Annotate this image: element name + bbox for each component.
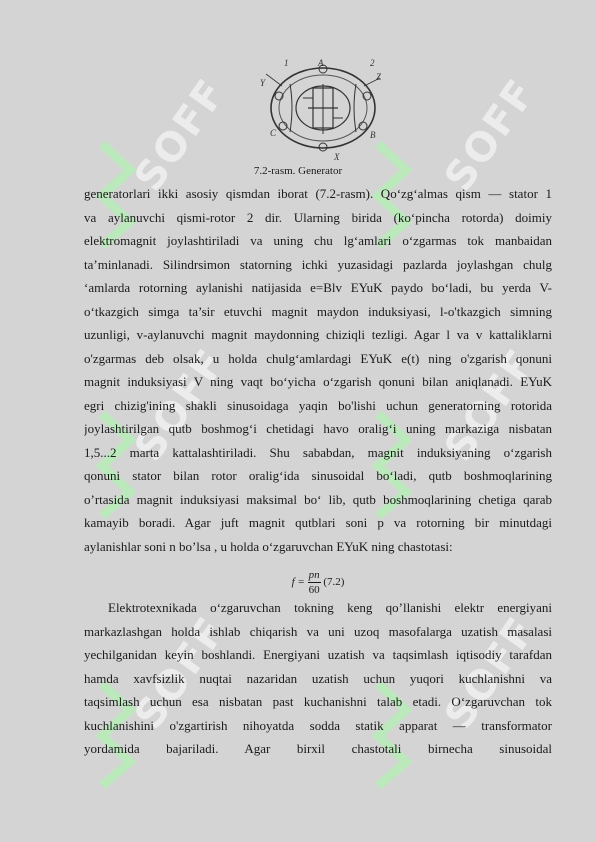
figure-label: 1 — [284, 58, 289, 68]
text-line: kamayib boradi. Agar juft magnit qutblari soni p va rotorning bir minutdagi — [84, 515, 552, 530]
formula-lhs: f = — [291, 576, 305, 589]
formula-fraction — [308, 568, 321, 597]
formula-numerator: pn — [308, 569, 320, 581]
text-line: ‘amlarda rotorning aylanishi natijasida e=Blv EYuK paydo bo‘ladi, bu yerda V- — [84, 280, 552, 295]
text-line: hamda xavfsizlik nuqtai nazaridan uzatish uchun yuqori kuchlanishni va — [84, 670, 552, 686]
text-line: 1,5...2 marta kattalashtiriladi. Shu sababdan, magnit induksiyaning o‘zgarish — [84, 444, 552, 460]
text-line: generatorlari ikki asosiy qismdan iborat (7.2-rasm). Qo‘zg‘almas qism — stator 1 — [84, 186, 552, 201]
text-line: markazlashgan holda ishlab chiqarish va uni uzoq masofalarga uzatish masalasi — [84, 623, 552, 639]
text-line: va aylanuvchi qismi-rotor 2 dir. Ularning birida (ko‘pincha rotorda) doimiy — [84, 209, 552, 225]
text-line: yechilganidan keyin boshlandi. Energiyani uzatish va taqsimlash iqtisodiy tarafdan — [84, 647, 552, 662]
figure-label: Z — [376, 72, 382, 82]
watermark-text: SOFF — [125, 70, 236, 200]
text-line: o’rtasida magnit induksiyasi maksimal bo‘ lib, qutb boshmoqlarining chetiga qarab — [84, 491, 552, 507]
text-line: qonuni stator bilan rotor oralig‘ida sinusoidal bo‘ladi, qutb boshmoqlarining — [84, 468, 552, 483]
watermark-text: SOFF — [125, 608, 236, 738]
text-line: ta’minlanadi. Silindrsimon statorning ichki yuzasidagi pazlarda joylashgan chulg — [84, 256, 552, 272]
figure-label: A — [318, 58, 324, 68]
text-line: egri chizig'ining shakli sinusoidaga yaqin bo'lishi uchun generatorning rotorida — [84, 397, 552, 413]
text-line: kuchlanishini o'zgartirish nihoyatda sodda statik apparat — transformator — [84, 717, 552, 733]
generator-diagram — [258, 56, 388, 164]
text-line: aylanishlar soni n bo’lsa , u holda o‘zgaruvchan EYuK ning chastotasi: — [84, 538, 453, 554]
figure-label: Y — [260, 78, 266, 88]
formula-denominator: 60 — [308, 584, 320, 596]
text-line: uzunligi, v-aylanuvchi magnit maydonning chiziqli tezligi. Agar l va v kattaliklarni — [84, 327, 552, 342]
text-line: o'zgarmas deb olsak, u holda chulg‘amlardagi EYuK e(t) ning o'zgarish qonuni — [84, 350, 552, 366]
text-line: elektromagnit joylashtiriladi va uning chu lg‘amlari o‘zgarmas tok manbaidan — [84, 233, 552, 248]
figure-label: 2 — [370, 58, 375, 68]
figure-label: C — [270, 128, 277, 138]
text-line: o‘tkazgich simga ta’sir etuvchi magnit maydon induksiyasi, l-o'tkazgich simning — [84, 303, 552, 319]
figure-label: X — [334, 152, 340, 162]
text-line: taqsimlash uchun esa nisbatan past kuchanishni talab etadi. O‘zgaruvchan tok — [84, 694, 552, 709]
watermark-text: SOFF — [435, 70, 546, 200]
formula — [84, 558, 552, 596]
watermark-text: SOFF — [125, 340, 236, 470]
text-line: Elektrotexnikada o‘zgaruvchan tokning keng qo’llanishi elektr energiyani — [108, 600, 552, 615]
body-text — [84, 182, 552, 761]
text-line: yordamida bajariladi. Agar birxil chastotali birnecha sinusoidal — [84, 741, 552, 756]
figure-caption: 7.2-rasm. Generator — [253, 165, 343, 177]
watermark-text: SOFF — [435, 608, 546, 738]
watermark-text: SOFF — [435, 340, 546, 470]
figure-label: B — [370, 130, 376, 140]
text-line: joylashtirilgan qutb boshmog‘i chetidagi havo oralig‘i uning markaziga nisbatan — [84, 421, 552, 436]
text-line: magnit induksiyasi V ning vaqt bo‘yicha o‘zgarish qonuni bilan aniqlanadi. EYuK — [84, 374, 552, 389]
formula-tag: (7.2) — [323, 576, 345, 589]
